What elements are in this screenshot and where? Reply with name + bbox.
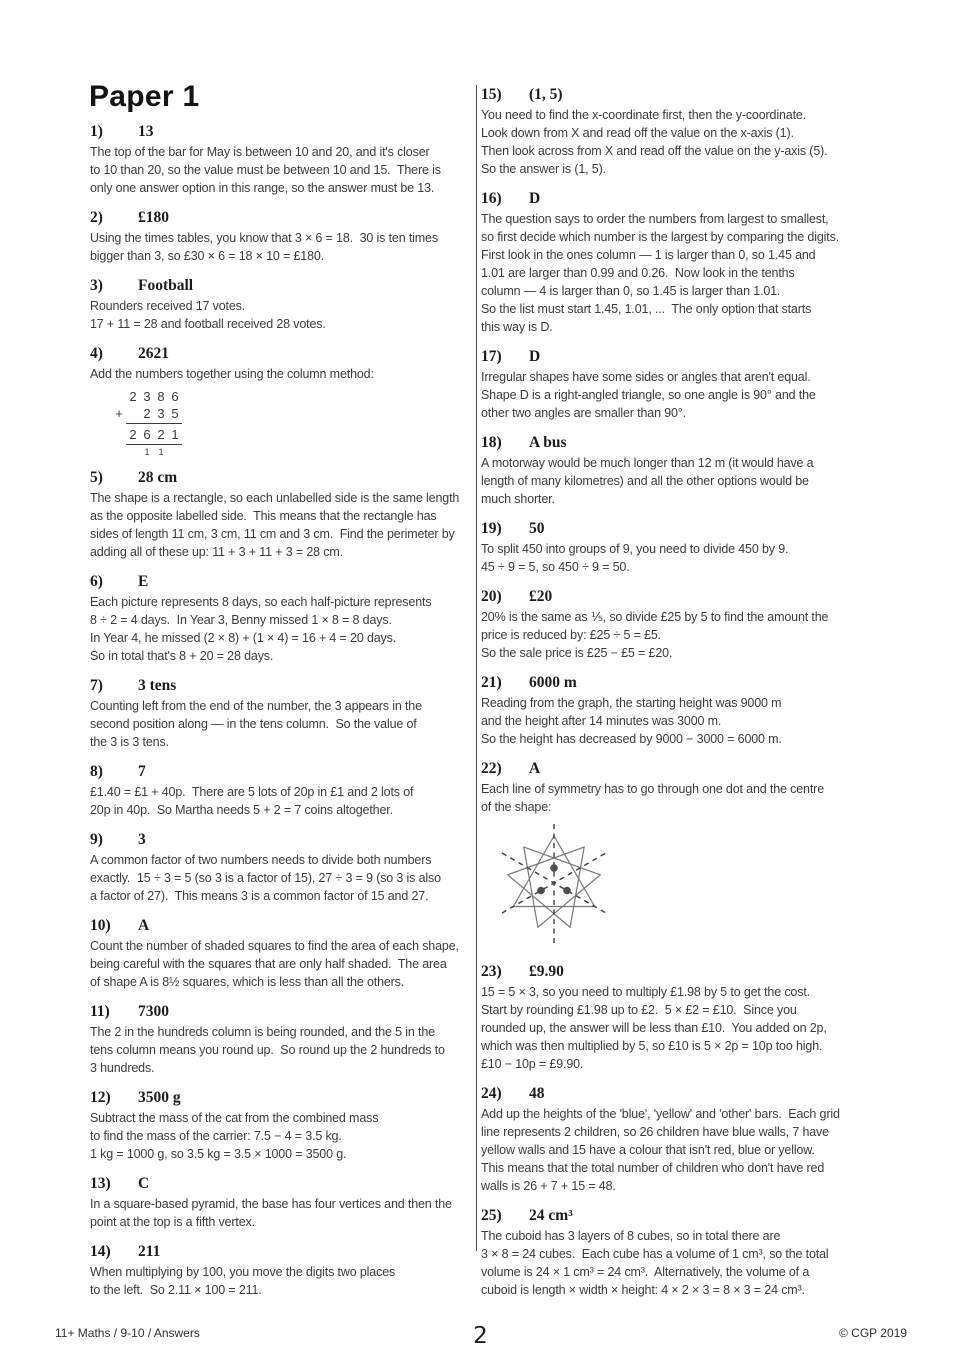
star-dot bbox=[537, 887, 545, 895]
answer-heading bbox=[481, 433, 909, 452]
answer-number: 17) bbox=[481, 348, 502, 365]
answer-number: 8) bbox=[90, 763, 103, 780]
answer-text-line: volume is 24 × 1 cm³ = 24 cm³. Alternatively, the volume of a bbox=[481, 1265, 810, 1279]
answer-text-line: which was then multiplied by 5, so £10 is 5 × 2p = 10p too high. bbox=[481, 1039, 823, 1053]
answer-text-line: rounded up, the answer will be less than £10. You added on 2p, bbox=[481, 1021, 827, 1035]
addition-digit: 5 bbox=[171, 406, 179, 421]
answer-text-line: The top of the bar for May is between 10 and 20, and it's closer bbox=[90, 145, 430, 159]
answer-value: 6000 m bbox=[529, 674, 577, 691]
answer-number: 11) bbox=[90, 1003, 110, 1020]
addition-pad bbox=[126, 447, 140, 457]
answer-text-line: sides of length 11 cm, 3 cm, 11 cm and 3 cm. Find the perimeter by bbox=[90, 527, 455, 541]
answer-text-line: So the sale price is £25 − £5 = £20. bbox=[481, 646, 673, 660]
answer-text-line: length of many kilometres) and all the other options would be bbox=[481, 474, 809, 488]
answer-heading bbox=[90, 122, 474, 141]
answer-text-line: of the shape: bbox=[481, 800, 552, 814]
answer-item bbox=[90, 762, 474, 819]
answer-heading bbox=[481, 962, 909, 981]
answer-heading bbox=[90, 208, 474, 227]
answer-text-line: 8 ÷ 2 = 4 days. In Year 3, Benny missed 1 × 8 = 8 days. bbox=[90, 613, 392, 627]
answer-number: 25) bbox=[481, 1207, 502, 1224]
answer-value: D bbox=[529, 190, 541, 207]
answer-number: 19) bbox=[481, 520, 502, 537]
answer-text-line: Counting left from the end of the number, the 3 appears in the bbox=[90, 699, 422, 713]
answer-text-line: To split 450 into groups of 9, you need to divide 450 by 9. bbox=[481, 542, 789, 556]
answer-value: 48 bbox=[529, 1085, 545, 1102]
answer-heading bbox=[481, 587, 909, 606]
answer-text-line: When multiplying by 100, you move the digits two places bbox=[90, 1265, 396, 1279]
answer-value: 50 bbox=[529, 520, 545, 537]
answer-text-line: a factor of 27). This means 3 is a common factor of 15 and 27. bbox=[90, 889, 429, 903]
answer-heading bbox=[90, 916, 474, 935]
answer-text-line: price is reduced by: £25 ÷ 5 = £5. bbox=[481, 628, 661, 642]
answer-text-line: as the opposite labelled side. This means that the rectangle has bbox=[90, 509, 437, 523]
answer-value: 7 bbox=[138, 763, 146, 780]
answer-text-line: 1 kg = 1000 g, so 3.5 kg = 3.5 × 1000 = 3500 g. bbox=[90, 1147, 347, 1161]
answer-item bbox=[481, 1084, 909, 1195]
answer-heading bbox=[90, 1242, 474, 1261]
answers-column-right bbox=[481, 85, 909, 1310]
answer-number: 20) bbox=[481, 588, 502, 605]
answer-text-line: line represents 2 children, so 26 children have blue walls, 7 have bbox=[481, 1125, 829, 1139]
carry-digit: 1 bbox=[144, 447, 150, 457]
answer-number: 14) bbox=[90, 1243, 111, 1260]
addition-digit: 2 bbox=[157, 427, 165, 442]
answer-heading bbox=[90, 468, 474, 487]
answer-text-line: other two angles are smaller than 90°. bbox=[481, 406, 686, 420]
answer-value: A bus bbox=[529, 434, 567, 451]
addition-digit: 3 bbox=[157, 406, 165, 421]
answer-text-line: £10 − 10p = £9.90. bbox=[481, 1057, 584, 1071]
star-figure-svg bbox=[491, 822, 623, 946]
answer-text-line: A motorway would be much longer than 12 m (it would have a bbox=[481, 456, 814, 470]
answer-text-line: so first decide which number is the largest by comparing the digits. bbox=[481, 230, 840, 244]
answer-value: 2621 bbox=[138, 345, 169, 362]
answer-text-line: Count the number of shaded squares to find the area of each shape, bbox=[90, 939, 459, 953]
addition-rule bbox=[126, 444, 182, 445]
answer-text-line: only one answer option in this range, so the answer must be 13. bbox=[90, 181, 435, 195]
footer-copyright: © CGP 2019 bbox=[839, 1326, 907, 1340]
star-dot bbox=[550, 864, 558, 872]
answer-text-line: Each picture represents 8 days, so each half-picture represents bbox=[90, 595, 432, 609]
answer-text-line: So the answer is (1, 5). bbox=[481, 162, 606, 176]
addition-sign bbox=[112, 388, 126, 405]
answer-number: 6) bbox=[90, 573, 103, 590]
answer-text-line: adding all of these up: 11 + 3 + 11 + 3 = 28 cm. bbox=[90, 545, 343, 559]
answer-text-line: to the left. So 2.11 × 100 = 211. bbox=[90, 1283, 262, 1297]
answer-text-line: The cuboid has 3 layers of 8 cubes, so in total there are bbox=[481, 1229, 781, 1243]
answer-heading bbox=[90, 830, 474, 849]
answer-value: A bbox=[138, 917, 150, 934]
answer-text-line: So the height has decreased by 9000 − 3000 = 6000 m. bbox=[481, 732, 782, 746]
answer-item bbox=[90, 468, 474, 561]
answer-number: 7) bbox=[90, 677, 103, 694]
answer-item bbox=[481, 673, 909, 748]
answer-item bbox=[481, 433, 909, 508]
answer-number: 13) bbox=[90, 1175, 111, 1192]
answer-heading bbox=[90, 572, 474, 591]
answer-heading bbox=[481, 759, 909, 778]
answer-text-line: £1.40 = £1 + 40p. There are 5 lots of 20p in £1 and 2 lots of bbox=[90, 785, 414, 799]
answer-text-line: and the height after 14 minutes was 3000 m. bbox=[481, 714, 722, 728]
answer-number: 5) bbox=[90, 469, 103, 486]
answer-text-line: 20p in 40p. So Martha needs 5 + 2 = 7 coins altogether. bbox=[90, 803, 393, 817]
addition-sign bbox=[112, 426, 126, 443]
answer-value: 3 tens bbox=[138, 677, 177, 694]
answer-text-line: Shape D is a right-angled triangle, so one angle is 90° and the bbox=[481, 388, 816, 402]
answer-value: 24 cm³ bbox=[529, 1207, 573, 1224]
star-dot bbox=[563, 887, 571, 895]
answer-item bbox=[90, 1088, 474, 1163]
addition-pad bbox=[168, 447, 182, 457]
answer-value: A bbox=[529, 760, 541, 777]
answer-item bbox=[481, 759, 909, 951]
answer-text-line: Each line of symmetry has to go through one dot and the centre bbox=[481, 782, 824, 796]
answer-item bbox=[90, 1174, 474, 1231]
answer-text-line: First look in the ones column — 1 is larger than 0, so 1.45 and bbox=[481, 248, 816, 262]
addition-sign: + bbox=[115, 406, 123, 421]
addition-digit: 2 bbox=[143, 406, 151, 421]
answer-item bbox=[481, 587, 909, 662]
answer-heading bbox=[481, 189, 909, 208]
answer-value: 3 bbox=[138, 831, 146, 848]
footer-book-label: 11+ Maths / 9-10 / Answers bbox=[55, 1326, 200, 1340]
answer-text-line: This means that the total number of children who don't have red bbox=[481, 1161, 825, 1175]
answer-heading bbox=[90, 344, 474, 363]
answer-number: 21) bbox=[481, 674, 502, 691]
answer-heading bbox=[481, 347, 909, 366]
answer-text-line: Add the numbers together using the column method: bbox=[90, 367, 374, 381]
answer-number: 1) bbox=[90, 123, 103, 140]
answer-text-line: So in total that's 8 + 20 = 28 days. bbox=[90, 649, 274, 663]
answer-number: 9) bbox=[90, 831, 103, 848]
answer-text-line: to 10 than 20, so the value must be between 10 and 15. There is bbox=[90, 163, 441, 177]
answer-value: £9.90 bbox=[529, 963, 564, 980]
answer-item bbox=[90, 208, 474, 265]
answer-text-line: 45 ÷ 9 = 5, so 450 ÷ 9 = 50. bbox=[481, 560, 630, 574]
addition-digit: 6 bbox=[143, 427, 151, 442]
answer-text-line: Look down from X and read off the value on the x-axis (1). bbox=[481, 126, 794, 140]
answer-heading bbox=[481, 673, 909, 692]
addition-digit: 2 bbox=[129, 427, 137, 442]
answer-item bbox=[481, 189, 909, 336]
answer-text-line: 3 hundreds. bbox=[90, 1061, 155, 1075]
column-addition bbox=[112, 388, 474, 457]
answer-item bbox=[481, 347, 909, 422]
answer-number: 3) bbox=[90, 277, 103, 294]
answer-value: (1, 5) bbox=[529, 86, 563, 103]
answer-text-line: The 2 in the hundreds column is being rounded, and the 5 in the bbox=[90, 1025, 435, 1039]
answer-heading bbox=[90, 276, 474, 295]
answer-item bbox=[481, 1206, 909, 1299]
answer-value: 28 cm bbox=[138, 469, 178, 486]
answer-text-line: of shape A is 8½ squares, which is less than all the others. bbox=[90, 975, 405, 989]
answer-number: 24) bbox=[481, 1085, 502, 1102]
answer-text-line: Then look across from X and read off the value on the y-axis (5). bbox=[481, 144, 828, 158]
addition-digit: 3 bbox=[143, 389, 151, 404]
answer-item bbox=[90, 572, 474, 665]
answer-number: 22) bbox=[481, 760, 502, 777]
answer-text-line: 17 + 11 = 28 and football received 28 votes. bbox=[90, 317, 326, 331]
answer-text-line: Add up the heights of the 'blue', 'yellow' and 'other' bars. Each grid bbox=[481, 1107, 840, 1121]
answer-item bbox=[481, 962, 909, 1073]
answer-value: 3500 g bbox=[138, 1089, 181, 1106]
answer-text-line: 3 × 8 = 24 cubes. Each cube has a volume of 1 cm³, so the total bbox=[481, 1247, 829, 1261]
answer-text-line: Start by rounding £1.98 up to £2. 5 × £2 = £10. Since you bbox=[481, 1003, 797, 1017]
answer-item bbox=[481, 519, 909, 576]
answer-text-line: bigger than 3, so £30 × 6 = 18 × 10 = £180. bbox=[90, 249, 325, 263]
answer-text-line: walls is 26 + 7 + 15 = 48. bbox=[481, 1179, 616, 1193]
answer-text-line: So the list must start 1.45, 1.01, ... The only option that starts bbox=[481, 302, 812, 316]
answer-text-line: this way is D. bbox=[481, 320, 553, 334]
answer-text-line: point at the top is a fifth vertex. bbox=[90, 1215, 255, 1229]
answer-text-line: cuboid is length × width × height: 4 × 2 × 3 = 8 × 3 = 24 cm³. bbox=[481, 1283, 805, 1297]
addition-digit: 1 bbox=[171, 427, 179, 442]
addition-digit: 6 bbox=[171, 389, 179, 404]
answer-item bbox=[90, 276, 474, 333]
answer-number: 4) bbox=[90, 345, 103, 362]
answer-value: D bbox=[529, 348, 541, 365]
carry-digit: 1 bbox=[158, 447, 164, 457]
answer-number: 23) bbox=[481, 963, 502, 980]
answer-value: 211 bbox=[138, 1243, 161, 1260]
answers-column-left bbox=[90, 122, 474, 1310]
answer-heading bbox=[481, 85, 909, 104]
answer-text-line: A common factor of two numbers needs to divide both numbers bbox=[90, 853, 432, 867]
answer-heading bbox=[90, 1002, 474, 1021]
answer-value: 7300 bbox=[138, 1003, 169, 1020]
answer-heading bbox=[90, 676, 474, 695]
answer-value: Football bbox=[138, 277, 194, 294]
addition-pad bbox=[112, 447, 126, 457]
answer-number: 18) bbox=[481, 434, 502, 451]
addition-digit: 2 bbox=[129, 389, 137, 404]
answer-number: 15) bbox=[481, 86, 502, 103]
answer-item bbox=[90, 344, 474, 457]
answer-text-line: much shorter. bbox=[481, 492, 555, 506]
answer-item bbox=[90, 676, 474, 751]
answer-heading bbox=[90, 1174, 474, 1193]
answer-text-line: Using the times tables, you know that 3 × 6 = 18. 30 is ten times bbox=[90, 231, 438, 245]
answer-text-line: 20% is the same as ⅕, so divide £25 by 5 to find the amount the bbox=[481, 610, 829, 624]
answer-text-line: second position along — in the tens column. So the value of bbox=[90, 717, 417, 731]
answer-text-line: In Year 4, he missed (2 × 8) + (1 × 4) = 16 + 4 = 20 days. bbox=[90, 631, 397, 645]
answer-heading bbox=[90, 1088, 474, 1107]
answer-number: 10) bbox=[90, 917, 111, 934]
answer-text-line: The shape is a rectangle, so each unlabelled side is the same length bbox=[90, 491, 460, 505]
answer-heading bbox=[481, 519, 909, 538]
answer-item bbox=[90, 830, 474, 905]
answer-item bbox=[481, 85, 909, 178]
answer-item bbox=[90, 1002, 474, 1077]
answer-text-line: Rounders received 17 votes. bbox=[90, 299, 246, 313]
footer-page-number: 2 bbox=[473, 1323, 488, 1349]
answer-text-line: Reading from the graph, the starting height was 9000 m bbox=[481, 696, 782, 710]
answer-number: 12) bbox=[90, 1089, 111, 1106]
addition-pad bbox=[126, 405, 140, 422]
addition-digit: 8 bbox=[157, 389, 165, 404]
answer-text-line: In a square-based pyramid, the base has four vertices and then the bbox=[90, 1197, 452, 1211]
answer-value: £20 bbox=[529, 588, 553, 605]
answer-text-line: Subtract the mass of the cat from the combined mass bbox=[90, 1111, 379, 1125]
answer-text-line: 15 = 5 × 3, so you need to multiply £1.98 by 5 to get the cost. bbox=[481, 985, 810, 999]
answer-value: £180 bbox=[138, 209, 169, 226]
answer-item bbox=[90, 1242, 474, 1299]
answer-item bbox=[90, 122, 474, 197]
answer-value: C bbox=[138, 1175, 150, 1192]
answer-text-line: You need to find the x-coordinate first, then the y-coordinate. bbox=[481, 108, 807, 122]
answer-number: 16) bbox=[481, 190, 502, 207]
answer-text-line: to find the mass of the carrier: 7.5 − 4 = 3.5 kg. bbox=[90, 1129, 342, 1143]
answer-text-line: being careful with the squares that are only half shaded. The area bbox=[90, 957, 447, 971]
answer-text-line: 1.01 are larger than 0.99 and 0.26. Now look in the tenths bbox=[481, 266, 795, 280]
answer-heading bbox=[481, 1206, 909, 1225]
column-divider bbox=[476, 85, 477, 1251]
answer-text-line: Irregular shapes have some sides or angles that aren't equal. bbox=[481, 370, 811, 384]
answer-item bbox=[90, 916, 474, 991]
answer-text-line: column — 4 is larger than 0, so 1.45 is larger than 1.01. bbox=[481, 284, 781, 298]
answer-heading bbox=[90, 762, 474, 781]
answer-text-line: The question says to order the numbers from largest to smallest, bbox=[481, 212, 829, 226]
page-title: Paper 1 bbox=[89, 80, 200, 113]
answer-value: 13 bbox=[138, 123, 154, 140]
answer-text-line: exactly. 15 ÷ 3 = 5 (so 3 is a factor of 15), 27 ÷ 3 = 9 (so 3 is also bbox=[90, 871, 441, 885]
symmetry-star-figure bbox=[491, 822, 909, 951]
answer-heading bbox=[481, 1084, 909, 1103]
answer-text-line: yellow walls and 15 have a colour that isn't red, blue or yellow. bbox=[481, 1143, 815, 1157]
answer-text-line: the 3 is 3 tens. bbox=[90, 735, 169, 749]
answer-text-line: tens column means you round up. So round up the 2 hundreds to bbox=[90, 1043, 445, 1057]
answer-value: E bbox=[138, 573, 149, 590]
answer-number: 2) bbox=[90, 209, 103, 226]
addition-rule bbox=[126, 423, 182, 424]
